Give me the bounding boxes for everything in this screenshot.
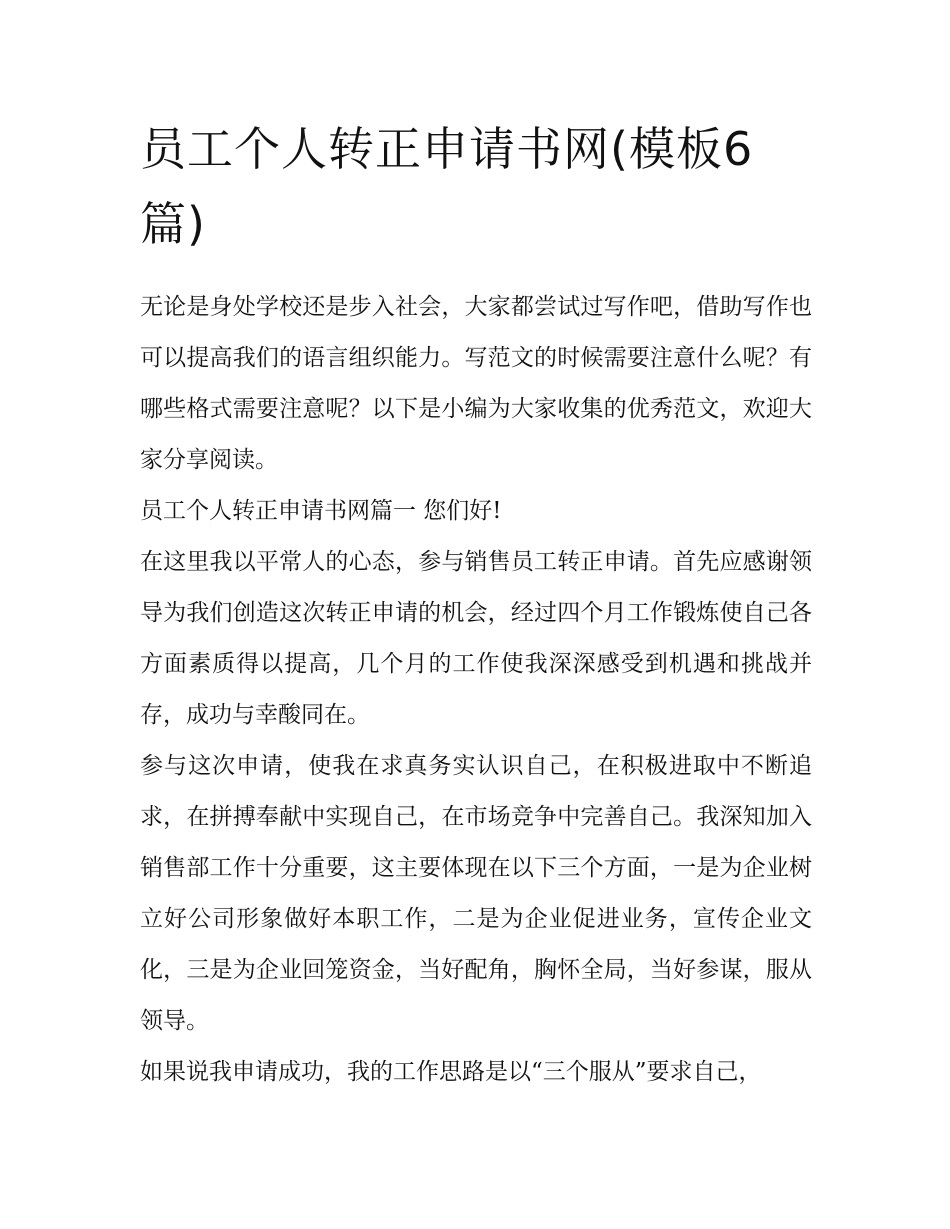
paragraph-section-one-greeting: 员工个人转正申请书网篇一 您们好! xyxy=(140,498,502,524)
document-title: 员工个人转正申请书网(模板6篇) xyxy=(140,122,754,251)
paragraph-intro: 无论是身处学校还是步入社会，大家都尝试过写作吧，借助写作也可以提高我们的语言组织能力。写范文的时候需要注意什么呢？有哪些格式需要注意呢？以下是小编为大家收集的优秀范文，欢迎大家分享阅读。 xyxy=(140,294,812,473)
paragraph-body-1: 在这里我以平常人的心态，参与销售员工转正申请。首先应感谢领导为我们创造这次转正申请的机会，经过四个月工作锻炼使自己各方面素质得以提高，几个月的工作使我深深感受到机遇和挑战并存，成功与幸酸同在。 xyxy=(140,549,812,728)
paragraph-body-2: 参与这次申请，使我在求真务实认识自己，在积极进取中不断追求，在拼搏奉献中实现自己，在市场竞争中完善自己。我深知加入销售部工作十分重要，这主要体现在以下三个方面，一是为企业树立好公司形象做好本职工作，二是为企业促进业务，宣传企业文化，三是为企业回笼资金，当好配角，胸怀全局，当好参谋，服从领导。 xyxy=(140,753,812,1034)
document-page xyxy=(140,112,812,1098)
paragraph-body-3: 如果说我申请成功，我的工作思路是以“三个服从”要求自己， xyxy=(140,1059,762,1085)
